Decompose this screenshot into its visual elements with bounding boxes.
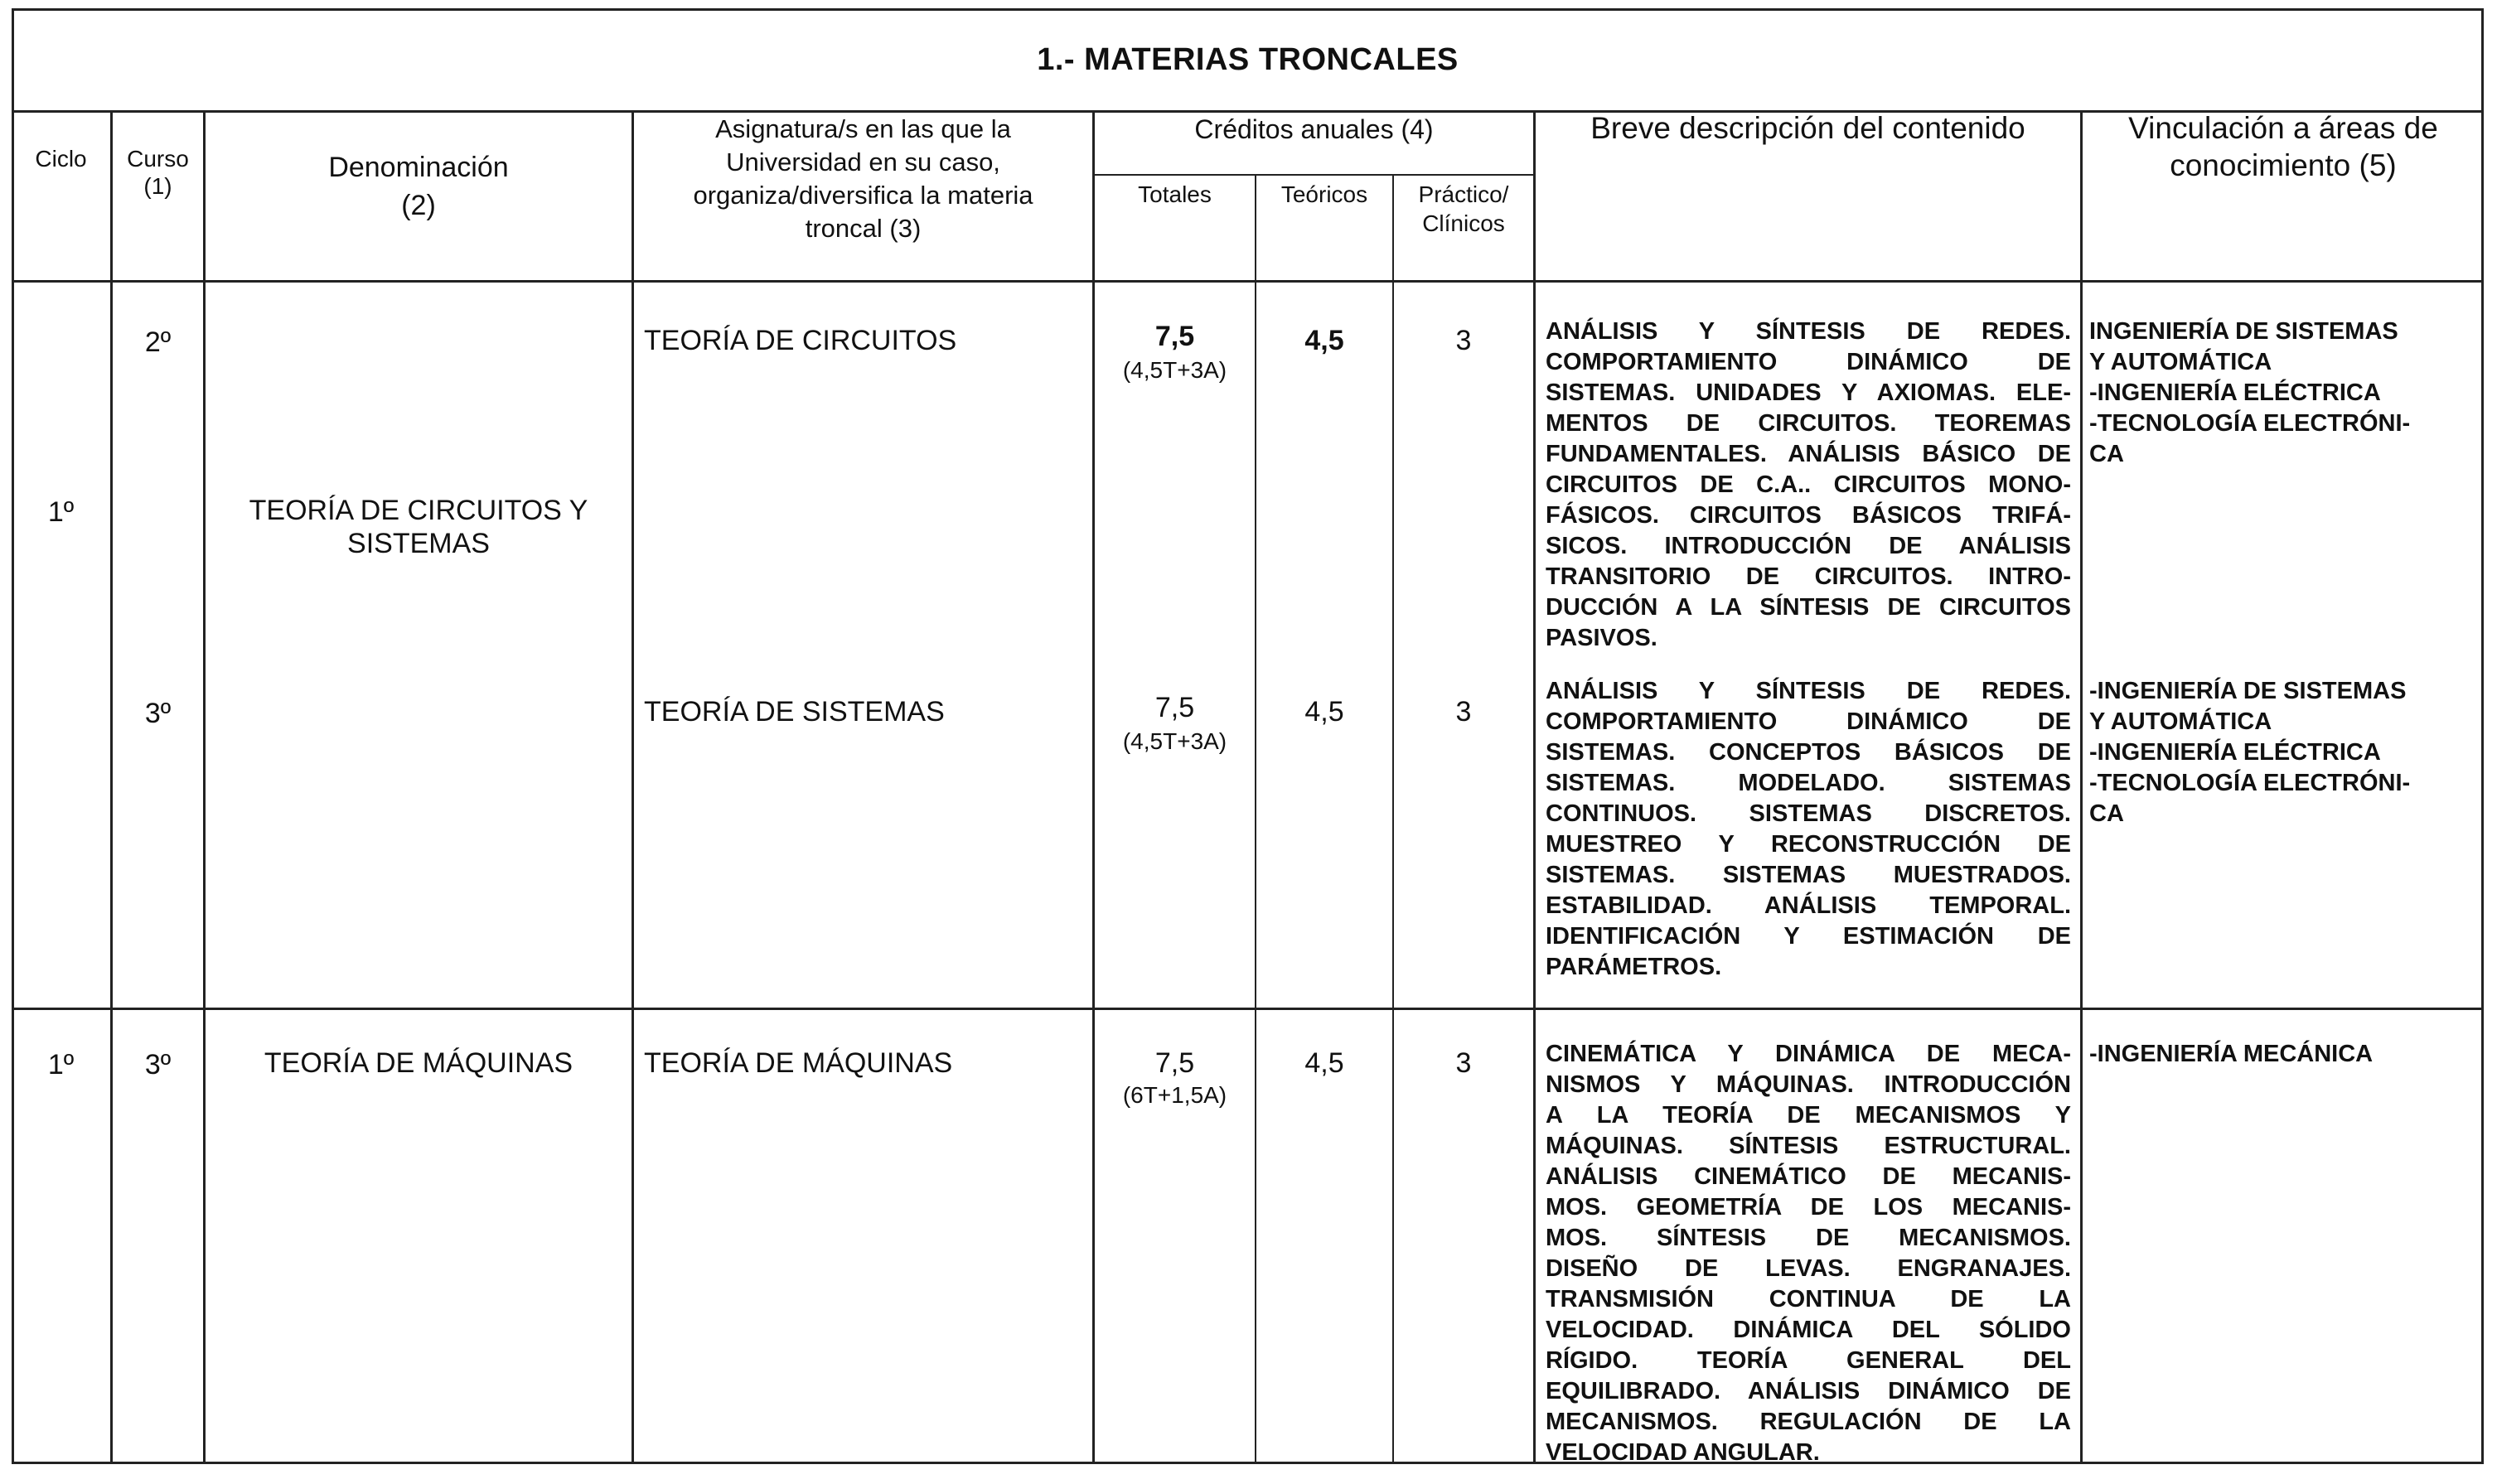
- header-bottom-rule: [12, 280, 2484, 283]
- description-line: EQUILIBRADO. ANÁLISIS DINÁMICO DE: [1546, 1378, 2071, 1404]
- description-line: RÍGIDO. TEORÍA GENERAL DEL: [1546, 1347, 2071, 1374]
- description-line: ESTABILIDAD. ANÁLISIS TEMPORAL.: [1546, 892, 2071, 919]
- description-line: COMPORTAMIENTO DINÁMICO DE: [1546, 708, 2071, 735]
- header-denominacion: Denominación: [328, 152, 509, 183]
- group-2-denominacion: TEORÍA DE MÁQUINAS: [264, 1047, 573, 1079]
- description-line: CONTINUOS. SISTEMAS DISCRETOS.: [1546, 800, 2071, 827]
- subject-2-practicos: 3: [1455, 696, 1472, 727]
- subject-3-description: [1546, 1039, 2071, 1468]
- header-vinculacion-line2: conocimiento (5): [2170, 148, 2397, 182]
- col-divider-descripcion: [2080, 110, 2083, 1462]
- header-practicos-line1: Práctico/: [1418, 181, 1509, 207]
- description-line: SICOS. INTRODUCCIÓN DE ANÁLISIS: [1546, 533, 2071, 559]
- description-line: DISEÑO DE LEVAS. ENGRANAJES.: [1546, 1255, 2071, 1282]
- subject-1-areas: [2089, 317, 2479, 470]
- header-totales: Totales: [1138, 181, 1212, 207]
- col-divider-asignatura: [1092, 110, 1095, 1462]
- area-line: CA: [2089, 441, 2124, 467]
- subject-1-totales-detail: (4,5T+3A): [1122, 357, 1227, 383]
- description-line: PASIVOS.: [1546, 625, 1657, 651]
- header-creditos: Créditos anuales (4): [1194, 114, 1434, 144]
- area-line: -TECNOLOGÍA ELECTRÓNI-: [2089, 410, 2411, 437]
- subject-2-asignatura: TEORÍA DE SISTEMAS: [644, 696, 945, 727]
- area-line: INGENIERÍA DE SISTEMAS: [2089, 318, 2398, 345]
- description-line: NISMOS Y MÁQUINAS. INTRODUCCIÓN: [1546, 1071, 2071, 1098]
- description-line: PARÁMETROS.: [1546, 954, 1722, 980]
- description-line: COMPORTAMIENTO DINÁMICO DE: [1546, 349, 2071, 375]
- group-1-ciclo: 1º: [47, 496, 75, 528]
- header-ciclo: Ciclo: [35, 146, 87, 172]
- subject-3-totales: 7,5: [1154, 1047, 1195, 1079]
- subject-2-teoricos: 4,5: [1304, 696, 1344, 727]
- subject-1-asignatura: TEORÍA DE CIRCUITOS: [644, 325, 957, 356]
- area-line: -INGENIERÍA MECÁNICA: [2089, 1041, 2374, 1067]
- table-title: 1.- MATERIAS TRONCALES: [1037, 42, 1459, 77]
- header-asignatura-line2: Universidad en su caso,: [726, 147, 1000, 176]
- subject-3-totales-detail: (6T+1,5A): [1122, 1082, 1227, 1108]
- subject-3-practicos: 3: [1455, 1047, 1472, 1079]
- description-line: TRANSMISIÓN CONTINUA DE LA: [1546, 1286, 2071, 1312]
- header-asignatura-line4: troncal (3): [805, 214, 922, 243]
- subject-3-areas: [2089, 1039, 2479, 1070]
- description-line: IDENTIFICACIÓN Y ESTIMACIÓN DE: [1546, 923, 2071, 950]
- col-divider-creditos: [1533, 110, 1536, 1462]
- description-line: CIRCUITOS DE C.A.. CIRCUITOS MONO-: [1546, 471, 2071, 498]
- subject-2-totales: 7,5: [1154, 692, 1195, 723]
- subject-1-description: [1546, 317, 2071, 654]
- header-practicos-line2: Clínicos: [1422, 210, 1505, 236]
- description-line: MECANISMOS. REGULACIÓN DE LA: [1546, 1409, 2071, 1435]
- area-line: CA: [2089, 800, 2124, 827]
- description-line: SISTEMAS. SISTEMAS MUESTRADOS.: [1546, 862, 2071, 888]
- credits-subheader-rule: [1092, 174, 1533, 176]
- description-line: ANÁLISIS CINEMÁTICO DE MECANIS-: [1546, 1163, 2071, 1190]
- description-line: CINEMÁTICA Y DINÁMICA DE MECA-: [1546, 1041, 2071, 1067]
- area-line: -INGENIERÍA ELÉCTRICA: [2089, 379, 2381, 406]
- group-divider-rule: [12, 1008, 2484, 1010]
- col-divider-denominacion: [632, 110, 634, 1462]
- description-line: VELOCIDAD. DINÁMICA DEL SÓLIDO: [1546, 1317, 2071, 1343]
- area-line: Y AUTOMÁTICA: [2089, 708, 2272, 735]
- description-line: SISTEMAS. UNIDADES Y AXIOMAS. ELE-: [1546, 379, 2071, 406]
- subject-1-curso: 2º: [144, 326, 172, 358]
- subject-2-totales-detail: (4,5T+3A): [1122, 728, 1227, 754]
- group-1-denominacion-line2: SISTEMAS: [347, 528, 490, 559]
- header-curso-note: (1): [143, 173, 172, 199]
- area-line: -INGENIERÍA DE SISTEMAS: [2089, 678, 2407, 704]
- group-2-ciclo: 1º: [47, 1049, 75, 1080]
- subject-3-curso: 3º: [144, 1049, 172, 1080]
- description-line: MÁQUINAS. SÍNTESIS ESTRUCTURAL.: [1546, 1133, 2071, 1159]
- subject-1-totales: 7,5: [1154, 321, 1195, 352]
- subject-2-curso: 3º: [144, 698, 172, 729]
- description-line: FÁSICOS. CIRCUITOS BÁSICOS TRIFÁ-: [1546, 502, 2071, 529]
- description-line: TRANSITORIO DE CIRCUITOS. INTRO-: [1546, 563, 2071, 590]
- header-denominacion-note: (2): [401, 190, 436, 221]
- header-teoricos: Teóricos: [1280, 181, 1368, 207]
- description-line: MUESTREO Y RECONSTRUCCIÓN DE: [1546, 831, 2071, 858]
- description-line: ANÁLISIS Y SÍNTESIS DE REDES.: [1546, 318, 2071, 345]
- header-asignatura-line1: Asignatura/s en las que la: [715, 114, 1011, 143]
- description-line: MOS. GEOMETRÍA DE LOS MECANIS-: [1546, 1194, 2071, 1221]
- subject-3-teoricos: 4,5: [1304, 1047, 1344, 1079]
- area-line: -TECNOLOGÍA ELECTRÓNI-: [2089, 770, 2411, 796]
- area-line: -INGENIERÍA ELÉCTRICA: [2089, 739, 2381, 766]
- description-line: A LA TEORÍA DE MECANISMOS Y: [1546, 1102, 2071, 1129]
- subject-1-teoricos: 4,5: [1304, 325, 1344, 356]
- subject-3-asignatura: TEORÍA DE MÁQUINAS: [644, 1047, 953, 1079]
- description-line: FUNDAMENTALES. ANÁLISIS BÁSICO DE: [1546, 441, 2071, 467]
- description-line: VELOCIDAD ANGULAR.: [1546, 1439, 1820, 1466]
- col-divider-ciclo: [110, 110, 113, 1462]
- col-divider-totales: [1255, 174, 1256, 1462]
- col-divider-teoricos: [1392, 174, 1394, 1462]
- header-descripcion: Breve descripción del contenido: [1590, 111, 2025, 145]
- description-line: SISTEMAS. MODELADO. SISTEMAS: [1546, 770, 2071, 796]
- description-line: SISTEMAS. CONCEPTOS BÁSICOS DE: [1546, 739, 2071, 766]
- subject-2-areas: [2089, 676, 2479, 829]
- area-line: Y AUTOMÁTICA: [2089, 349, 2272, 375]
- header-vinculacion-line1: Vinculación a áreas de: [2128, 111, 2438, 145]
- group-1-denominacion-line1: TEORÍA DE CIRCUITOS Y: [249, 495, 588, 526]
- subject-2-description: [1546, 676, 2071, 983]
- header-asignatura-line3: organiza/diversifica la materia: [693, 181, 1033, 210]
- description-line: ANÁLISIS Y SÍNTESIS DE REDES.: [1546, 678, 2071, 704]
- description-line: DUCCIÓN A LA SÍNTESIS DE CIRCUITOS: [1546, 594, 2071, 621]
- description-line: MOS. SÍNTESIS DE MECANISMOS.: [1546, 1225, 2071, 1251]
- subject-1-practicos: 3: [1455, 325, 1472, 356]
- col-divider-curso: [203, 110, 206, 1462]
- description-line: MENTOS DE CIRCUITOS. TEOREMAS: [1546, 410, 2071, 437]
- header-curso: Curso: [127, 146, 189, 172]
